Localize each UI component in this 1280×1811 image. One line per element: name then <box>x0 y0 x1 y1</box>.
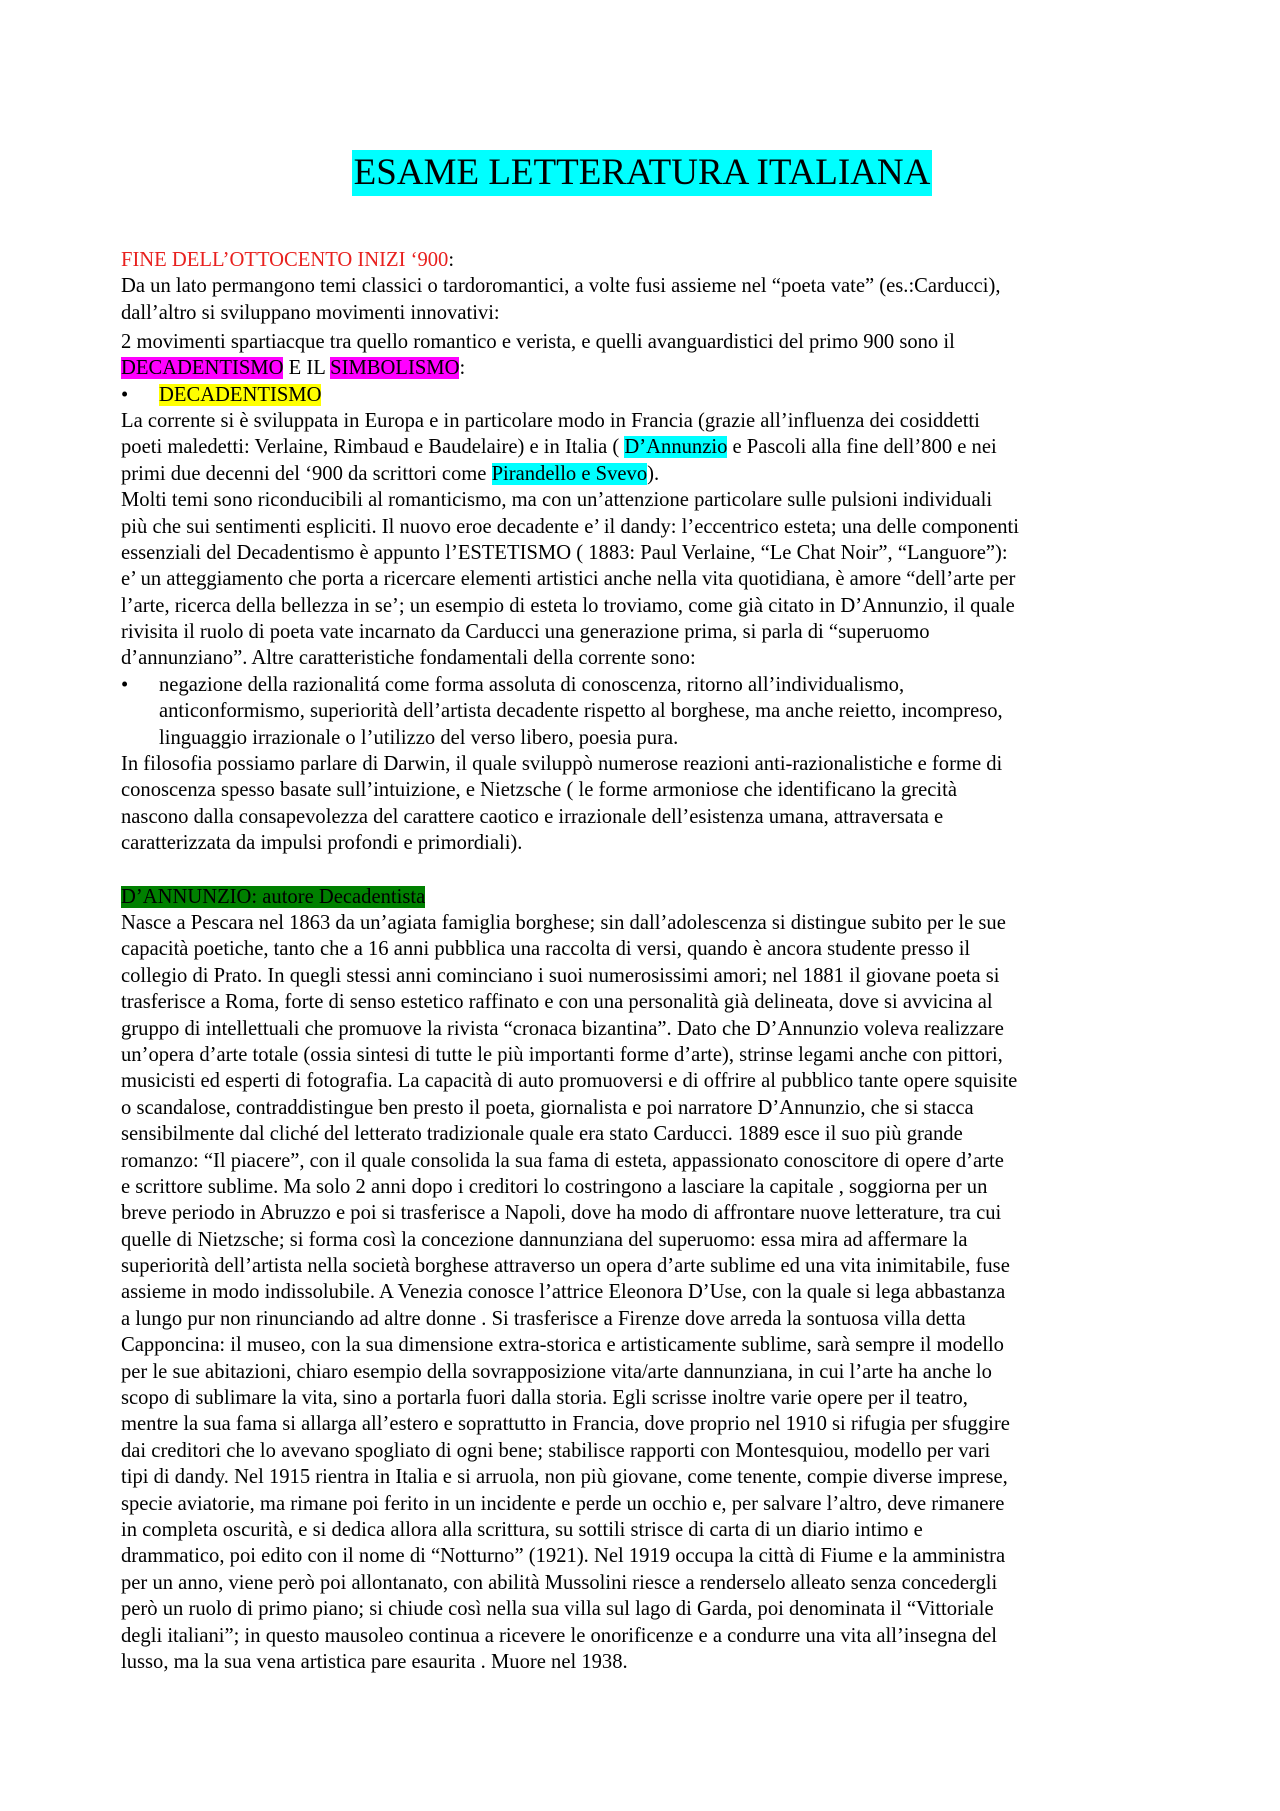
list-item-text: anticonformismo, superiorità dell’artista decadente rispetto al borghese, ma anche reietto, incompreso, <box>159 700 1003 723</box>
list-item-text: negazione della razionalitá come forma assoluta di conoscenza, ritorno all’individualismo, <box>159 673 905 696</box>
text-segment: ). <box>647 462 660 485</box>
paragraph-line: tipi di dandy. Nel 1915 rientra in Italia e si arruola, non più giovane, come tenente, compie diverse imprese, <box>121 1466 1008 1489</box>
decadentismo-heading-wrap <box>121 382 321 408</box>
movements-line <box>121 355 1171 381</box>
paragraph-line: l’arte, ricerca della bellezza in se’; un esempio di esteta lo troviamo, come già citato in D’Annunzio, il quale <box>121 594 1015 617</box>
paragraph-line: drammatico, poi edito con il nome di “Notturno” (1921). Nel 1919 occupa la città di Fiume e la amministra <box>121 1545 1006 1568</box>
paragraph-line: rivisita il ruolo di poeta vate incarnato da Carducci una generazione prima, si parla di “superuomo <box>121 621 930 644</box>
paragraph-line: per le sue abitazioni, chiaro esempio della sovrapposizione vita/arte dannunziana, in cui l’arte ha anche lo <box>121 1360 992 1383</box>
paragraph-line: Capponcina: il museo, con la sua dimensione extra-storica e artisticamente sublime, sarà sempre il modello <box>121 1334 1004 1357</box>
paragraph-line: in completa oscurità, e si dedica allora alla scrittura, su sottili strisce di carta di un diario intimo e <box>121 1518 923 1541</box>
paragraph-line: La corrente si è sviluppata in Europa e in particolare modo in Francia (grazie all’influenza dei cosiddetti <box>121 409 980 432</box>
paragraph-line: un’opera d’arte totale (ossia sintesi di tutte le più importanti forme d’arte), strinse legami anche con pittori, <box>121 1043 1003 1066</box>
paragraph-line: conoscenza spesso basate sull’intuizione, e Nietzsche ( le forme armoniose che identificano la grecità <box>121 779 957 802</box>
paragraph-line: e’ un atteggiamento che porta a ricercare elementi artistici anche nella vita quotidiana, è amore “dell’arte per <box>121 568 1016 591</box>
paragraph-line: Da un lato permangono temi classici o tardoromantici, a volte fusi assieme nel “poeta vate” (es.:Carducci), <box>121 275 1001 298</box>
decadentismo-heading-item <box>121 382 1171 408</box>
dannunzio-heading: D’ANNUNZIO: autore Decadentista <box>121 885 426 908</box>
page-title: ESAME LETTERATURA ITALIANA <box>352 150 933 196</box>
movement-decadentismo: DECADENTISMO <box>121 357 284 380</box>
paragraph-line: trasferisce a Roma, forte di senso estetico raffinato e con una personalità già delineata, dove si avvicina al <box>121 991 993 1014</box>
paragraph-line: assieme in modo indissolubile. A Venezia conosce l’attrice Eleonora D’Use, con la quale si lega abbastanza <box>121 1281 1006 1304</box>
section-spacer <box>121 857 1171 884</box>
section-heading-text: FINE DELL’OTTOCENTO INIZI ‘900 <box>121 249 449 271</box>
paragraph-line: scopo di sublimare la vita, sino a portarla fuori dalla storia. Egli scrisse inoltre varie opere per il teatro, <box>121 1387 968 1410</box>
paragraph-line: lusso, ma la sua vena artistica pare esaurita . Muore nel 1938. <box>121 1650 628 1673</box>
paragraph-line: più che sui sentimenti espliciti. Il nuovo eroe decadente e’ il dandy: l’eccentrico esteta; una delle componenti <box>121 515 1019 538</box>
movement-connector: E IL <box>283 357 331 380</box>
paragraph-line: per un anno, viene però poi allontanato, con abilità Mussolini riesce a renderselo alleato senza concedergli <box>121 1571 998 1594</box>
paragraph-line: gruppo di intellettuali che promuove la rivista “cronaca bizantina”. Dato che D’Annunzio voleva realizzare <box>121 1017 1004 1040</box>
paragraph-line-pirandello <box>121 461 1171 487</box>
highlight-pirandello-svevo: Pirandello e Svevo <box>491 462 648 485</box>
paragraph-line: mentre la sua fama si allarga all’estero e soprattutto in Francia, dove proprio nel 1910 si rifugia per sfuggire <box>121 1413 1010 1436</box>
paragraph-line: nascono dalla consapevolezza del carattere caotico e irrazionale dell’esistenza umana, attraversata e <box>121 805 944 828</box>
paragraph-line: superiorità dell’artista nella società borghese attraverso un opera d’arte sublime ed una vita inimitabile, fuse <box>121 1255 1010 1278</box>
title-block <box>121 150 1171 196</box>
dannunzio-paragraph <box>121 910 1171 1675</box>
paragraph-line: essenziali del Decadentismo è appunto l’ESTETISMO ( 1883: Paul Verlaine, “Le Chat Noir”, “Languore”): <box>121 541 1008 564</box>
paragraph-line: a lungo pur non rinunciando ad altre donne . Si trasferisce a Firenze dove arreda la sontuosa villa detta <box>121 1307 966 1330</box>
paragraph-line: capacità poetiche, tanto che a 16 anni pubblica una raccolta di versi, quando è ancora studente presso il <box>121 938 971 961</box>
movement-simbolismo: SIMBOLISMO <box>330 357 460 380</box>
paragraph-line: dai creditori che lo avevano spogliato di ogni bene; stabilisce rapporti con Montesquiou, modello per vari <box>121 1439 991 1462</box>
list-item-text: linguaggio irrazionale o l’utilizzo del verso libero, poesia pura. <box>159 726 679 749</box>
paragraph-line: collegio di Prato. In quegli stessi anni cominciano i suoi numerosissimi amori; nel 1881 il giovane poeta si <box>121 964 1000 987</box>
paragraph-line-dannunzio <box>121 434 1171 460</box>
paragraph-line: d’annunziano”. Altre caratteristiche fondamentali della corrente sono: <box>121 647 696 670</box>
highlight-dannunzio: D’Annunzio <box>624 436 728 459</box>
paragraph-line: quelle di Nietzsche; si forma così la concezione dannunziana del superuomo: essa mira ad affermare la <box>121 1228 968 1251</box>
bullet-icon: • <box>121 673 129 696</box>
section-heading-colon: : <box>448 249 455 271</box>
paragraph-line: però un ruolo di primo piano; si chiude così nella sua villa sul lago di Garda, poi denominata il “Vittoriale <box>121 1598 994 1621</box>
paragraph-line: caratterizzata da impulsi profondi e primordiali). <box>121 832 523 855</box>
paragraph-line: In filosofia possiamo parlare di Darwin, il quale sviluppò numerose reazioni anti-razionalistiche e forme di <box>121 753 1003 776</box>
text-segment: e Pascoli alla fine dell’800 e nei <box>727 436 997 459</box>
dannunzio-heading-line <box>121 884 1171 910</box>
paragraph-line: dall’altro si sviluppano movimenti innovativi: <box>121 301 500 324</box>
paragraph-line: romanzo: “Il piacere”, con il quale consolida la sua fama di esteta, appassionato conoscitore di opere d’arte <box>121 1149 1004 1172</box>
paragraph-line: Molti temi sono riconducibili al romanticismo, ma con un’attenzione particolare sulle pulsioni individuali <box>121 489 993 512</box>
paragraph-line: e scrittore sublime. Ma solo 2 anni dopo i creditori lo costringono a lasciare la capitale , soggiorna per un <box>121 1175 988 1198</box>
paragraph-line: sensibilmente dal cliché del letterato tradizionale quale era stato Carducci. 1889 esce il suo più grande <box>121 1123 963 1146</box>
paragraph-line: o scandalose, contraddistingue ben presto il poeta, giornalista e poi narratore D’Annunzio, che si stacca <box>121 1096 974 1119</box>
bullet-icon: • <box>121 383 129 406</box>
paragraph-line: specie aviatorie, ma rimane poi ferito in un incidente e perde un occhio e, per salvare l’altro, deve rimanere <box>121 1492 1005 1515</box>
paragraph-line: breve periodo in Abruzzo e poi si trasferisce a Napoli, dove ha modo di affrontare nuove letterature, tra cui <box>121 1202 1002 1225</box>
decadentismo-heading: DECADENTISMO <box>159 383 322 406</box>
paragraph-line: Nasce a Pescara nel 1863 da un’agiata famiglia borghese; sin dall’adolescenza si distingue subito per le sue <box>121 911 1006 934</box>
text-segment: poeti maledetti: Verlaine, Rimbaud e Baudelaire) e in Italia ( <box>121 436 625 459</box>
paragraph-line: 2 movimenti spartiacque tra quello romantico e verista, e quelli avanguardistici del primo 900 sono il <box>121 330 955 353</box>
movements-colon: : <box>459 357 466 380</box>
list-item <box>121 672 1171 698</box>
paragraph-line: degli italiani”; in questo mausoleo continua a ricevere le onorificenze e a condurre una vita all’insegna del <box>121 1624 998 1647</box>
list-item-continued <box>121 698 1171 724</box>
section-heading-fine-ottocento <box>121 247 1171 273</box>
list-item-continued <box>121 725 1171 751</box>
document-body <box>121 247 1171 1675</box>
paragraph-line: musicisti ed esperti di fotografia. La capacità di auto promuoversi e di offrire al pubblico tante opere squisite <box>121 1070 1018 1093</box>
text-segment: primi due decenni del ‘900 da scrittori come <box>121 462 492 485</box>
